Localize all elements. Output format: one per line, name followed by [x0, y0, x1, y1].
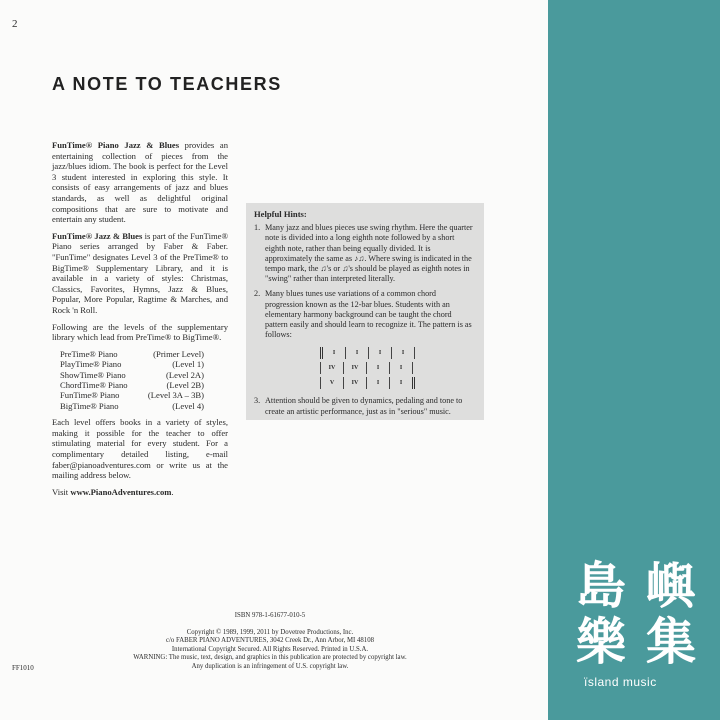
copyright-line: Copyright © 1989, 1999, 2011 by Dovetree Productions, Inc.: [186, 628, 354, 636]
blues-row: [320, 375, 476, 390]
level-value: (Level 1): [172, 359, 204, 370]
level-row: [60, 380, 228, 390]
chord-cell: IV: [320, 362, 344, 374]
level-value: (Primer Level): [153, 348, 204, 359]
level-row: [60, 349, 228, 359]
copyright-line: International Copyright Secured. All Rights Reserved. Printed in U.S.A.: [171, 645, 369, 653]
hints-title: Helpful Hints:: [254, 209, 307, 219]
level-row: [60, 370, 228, 380]
visit-suffix: .: [171, 486, 174, 497]
chord-cell: IV: [344, 362, 367, 374]
level-name: PlayTime® Piano: [60, 359, 122, 370]
level-value: (Level 2A): [166, 369, 204, 380]
level-name: ShowTime® Piano: [60, 369, 126, 380]
intro-paragraph-3: Following are the levels of the supplementary library which lead from PreTime® to BigTime®.: [52, 321, 228, 343]
hint-item: [254, 396, 476, 416]
level-row: [60, 390, 228, 400]
chord-cell: I: [390, 377, 415, 389]
chord-cell: I: [392, 347, 415, 359]
logo-char: 樂: [576, 613, 626, 671]
twelve-bar-blues-chart: [320, 345, 476, 390]
level-value: (Level 3A – 3B): [147, 390, 204, 401]
intro-p2-text: is part of the FunTime® Piano series arranged by Faber & Faber. "FunTime" designates Level 3 of the PreTime® to BigTime® Supplementary Library, and it is available in a variety of styles: Christmas, Classics, Favorites, Hymns, Jazz & Blues, Popular, More Popular, Ragtime & Marches, and Rock 'n Roll.: [52, 230, 228, 315]
level-value: (Level 2B): [166, 379, 204, 390]
chord-cell: I: [320, 347, 346, 359]
level-value: (Level 4): [172, 400, 204, 411]
blues-row: [320, 345, 476, 360]
website-link[interactable]: www.PianoAdventures.com: [70, 486, 172, 497]
copyright-footer: [120, 612, 420, 672]
island-music-logo-top: [576, 558, 696, 614]
chord-cell: I: [346, 347, 369, 359]
logo-char: 集: [646, 613, 696, 671]
intro-p1-text: provides an entertaining collection of pieces from the jazz/blues idiom. The book is perfect for the Level 3 student interested in exploring this style. It consists of easy arrangements of jazz and blues standards, as well as delightful original compositions that are sure to motivate and entertain any student.: [52, 140, 228, 225]
copyright-line: Any duplication is an infringement of U.S. copyright law.: [191, 662, 349, 670]
copyright-line: WARNING: The music, text, design, and graphics in this publication are protected by copyright law.: [133, 654, 407, 662]
level-row: [60, 359, 228, 369]
intro-paragraph-1: [52, 140, 228, 225]
visit-line: [52, 487, 228, 498]
hint-number: 2.: [254, 289, 261, 299]
intro-column: [52, 140, 228, 503]
blues-row: [320, 360, 476, 375]
isbn: ISBN 978-1-61677-010-5: [234, 612, 306, 619]
hint-text: Many blues tunes use variations of a common chord progression known as the 12-bar blues. Students with an elementary harmony background can be taught the chord pattern easily and should learn to recognize it. The pattern is as follows:: [265, 289, 472, 340]
hint-text: Many jazz and blues pieces use swing rhythm. Here the quarter note is divided into a long eighth note followed by a short eighth note, rather than being equally divided. It is approximately the same as ♪♫. Where swing is indicated in the tempo mark, the ♫'s or ♫'s should be played as eighth notes in "swing" rather than interpreted literally.: [265, 223, 473, 284]
visit-prefix: Visit: [52, 486, 71, 497]
level-row: [60, 401, 228, 411]
page-title: A NOTE TO TEACHERS: [52, 74, 282, 94]
hint-number: 1.: [254, 223, 261, 233]
hint-item: [254, 289, 476, 340]
chord-cell: I: [367, 377, 390, 389]
chord-cell: I: [367, 362, 390, 374]
level-name: FunTime® Piano: [60, 390, 120, 401]
level-name: PreTime® Piano: [60, 348, 118, 359]
level-name: BigTime® Piano: [60, 400, 119, 411]
intro-p1-title: FunTime® Piano Jazz & Blues: [52, 140, 180, 150]
intro-paragraph-4: Each level offers books in a variety of styles, making it possible for the teacher to offer stimulating material for every student. For a complimentary detailed listing, e-mail faber@pianoadventures.com or write us at the mailing address below.: [52, 417, 228, 481]
chord-cell: I: [390, 362, 413, 374]
chord-cell: I: [369, 347, 392, 359]
intro-paragraph-2: [52, 231, 228, 316]
chord-cell: V: [320, 377, 344, 389]
helpful-hints-box: [246, 203, 484, 420]
hint-item: [254, 223, 476, 284]
page-number: 2: [12, 18, 18, 30]
logo-char: 島: [576, 557, 626, 615]
chord-cell: IV: [344, 377, 367, 389]
intro-p2-title: FunTime® Jazz & Blues: [52, 230, 143, 241]
level-name: ChordTime® Piano: [60, 379, 128, 390]
logo-char: 嶼: [646, 557, 696, 615]
island-music-logo-bottom: [576, 614, 696, 670]
copyright-line: c/o FABER PIANO ADVENTURES, 3042 Creek Dr., Ann Arbor, MI 48108: [165, 637, 375, 645]
logo-caption: ïsland music: [584, 675, 657, 689]
levels-list: [60, 349, 228, 411]
hint-number: 3.: [254, 396, 261, 406]
catalog-code: FF1010: [12, 664, 34, 672]
hint-text: Attention should be given to dynamics, pedaling and tone to create an artistic performance, just as in "serious" music.: [265, 396, 463, 416]
